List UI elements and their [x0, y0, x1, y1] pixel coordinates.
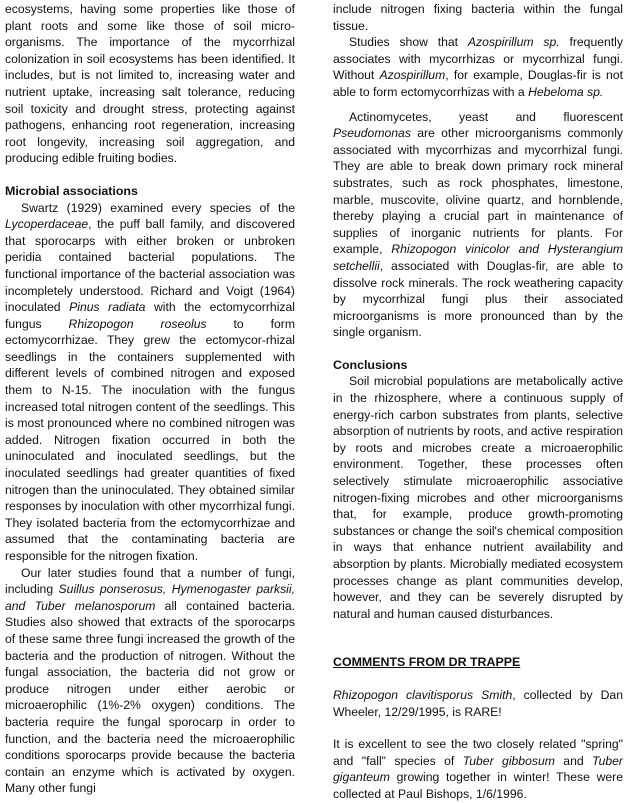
comment-tuber [333, 736, 623, 802]
conclusions-paragraph: Soil microbial populations are metabolically active in the rhizosphere, where a continuous supply of energy-rich carbon substrates from plants, selective absorption of nutrients by roots, and active respiration by roots and microbes create a microaerophilic environment. Together, these processes often selectively stimulate microaerophilic associative nitrogen-fixing microbes and other microorganisms that, for example, produce growth-promoting substances or change the soil's chemical composition in ways that enhance nutrient availability and absorption by plants. Microbially mediated ecosystem processes change as plant communities develop, however, and they can be severely disrupted by natural and human caused disturbances. [333, 374, 623, 621]
taxon-name: Rhizopogon vinicolor and Hysterangium setchellii [333, 242, 623, 273]
taxon-name: Pinus radiata [69, 300, 146, 315]
swartz-paragraph [5, 200, 295, 565]
text-run: Studies show that [349, 35, 468, 50]
taxon-name: Pseudomonas [333, 126, 411, 141]
taxon-name: Tuber gibbosum [462, 753, 555, 768]
text-run: , for example, Douglas-fir is not able to form ectomycorrhizas with a [333, 68, 623, 99]
text-run: It is excellent to see the two closely related "spring" and "fall" species of [333, 737, 623, 768]
text-run: with the ectomycorrhizal fungus [5, 300, 295, 331]
azospirillum-paragraph [333, 34, 623, 100]
text-run: growing together in winter! These were collected at Paul Bishops, 1/6/1996. [333, 770, 623, 801]
microbial-associations-heading: Microbial associations [5, 183, 138, 198]
spacer [333, 720, 623, 736]
text-run: to form ectomycorrhizae. They grew the ectomycor-rhizal seedlings in the containers supplemented with different levels of combined nitrogen and exposed them to N-15. The inoculation with the fungus increased total nitrogen content of the seedlings. This is most pronounced where no combined nitrogen was added. Nitrogen fixation occurred in both the uninoculated and inoculated seedlings, but the inoculated seedlings had greater quantities of fixed nitrogen than the uninoculated. They obtained similar responses by inoculation with other mycorrhizal fungi. They isolated bacteria from the ectomycorrhizae and assumed that the contaminating bacteria are responsible for the nitrogen fixation. [5, 316, 295, 563]
spacer [333, 341, 623, 357]
taxon-name: Hebeloma sp. [528, 84, 604, 99]
spacer [5, 167, 295, 183]
taxon-name: Lycoperdaceae [5, 217, 89, 232]
text-run: all contained bacteria. Studies also showed that extracts of the sporocarps of these same three fungi increased the growth of the bacteria and the production of nitrogen. Without the fungal association, the bacteria did not grow or produce nitrogen under either aerobic or microaerophilic (1%-2% oxygen) conditions. The bacteria require the fungal sporocarp in order to function, and the bacteria need the microaerophilic conditions sporocarps provide because the bacteria contain an enzyme which is activated by oxygen. Many other fungi [5, 598, 295, 796]
intro-paragraph: ecosystems, having some properties like those of plant roots and some like those of soil micro-organisms. The importance of the mycorrhizal colonization in soil ecosystems has been identified. It includes, but is not limited to, increasing water and nutrient uptake, increasing salt tolerance, reducing soil toxicity and drought stress, protecting against pathogens, enhancing root regeneration, increasing root longevity, increasing soil aggregation, and producing edible fruiting bodies. [5, 2, 295, 166]
right-column [333, 1, 623, 803]
taxon-name: Suillus ponserosus, Hymenogaster parksii, and Tuber melanosporum [5, 582, 295, 613]
text-run: and [554, 753, 593, 768]
spacer [333, 622, 623, 654]
text-run: , collected by Dan Wheeler, 12/29/1995, is RARE! [333, 687, 623, 719]
taxon-name: Rhizopogon clavitisporus Smith [333, 687, 513, 702]
text-run: , associated with Douglas-fir, are able to dissolve rock minerals. The rock weathering capacity by mycorrhizal fungi plus their associated microorganisms is more pronounced than by the single organism. [333, 258, 623, 340]
spacer [333, 671, 623, 687]
comment-rhizopogon [333, 687, 623, 720]
taxon-name: Tuber giganteum [333, 753, 623, 785]
actinomycetes-paragraph [333, 109, 623, 341]
text-run: frequently associates with mycorrhizas or mycorrhizal fungi. Without [333, 35, 623, 83]
comments-heading: COMMENTS FROM DR TRAPPE [333, 655, 521, 670]
taxon-name: Rhizopogon roseolus [68, 316, 207, 331]
text-run: Our later studies found that a number of fungi, including [5, 565, 295, 597]
later-studies-paragraph [5, 565, 295, 797]
spacer [333, 101, 623, 109]
text-run: , the puff ball family, and discovered that sporocarps with either broken or unbroken peridia contained bacterial populations. The functional importance of the bacterial association was incompletely understood. Richard and Voigt (1964) inoculated [5, 217, 295, 315]
conclusions-heading: Conclusions [333, 357, 408, 372]
taxon-name: Azospirillum [379, 68, 446, 83]
left-column [5, 1, 295, 797]
continuation-paragraph: include nitrogen fixing bacteria within the fungal tissue. [333, 2, 623, 33]
taxon-name: Azospirillum sp. [467, 35, 560, 50]
text-run: are other microorganisms commonly associated with mycorrhizas and mycorrhizal fungi. They are able to break down primary rock mineral substrates, such as rock phosphates, limestone, marble, muscovite, olivine quartz, and hornblende, thereby playing a crucial part in maintenance of supplies of inorganic nutrients for plants. For example, [333, 126, 623, 257]
text-run: Actinomycetes, yeast and fluorescent [349, 109, 623, 124]
text-run: Swartz (1929) examined every species of the [21, 200, 295, 215]
